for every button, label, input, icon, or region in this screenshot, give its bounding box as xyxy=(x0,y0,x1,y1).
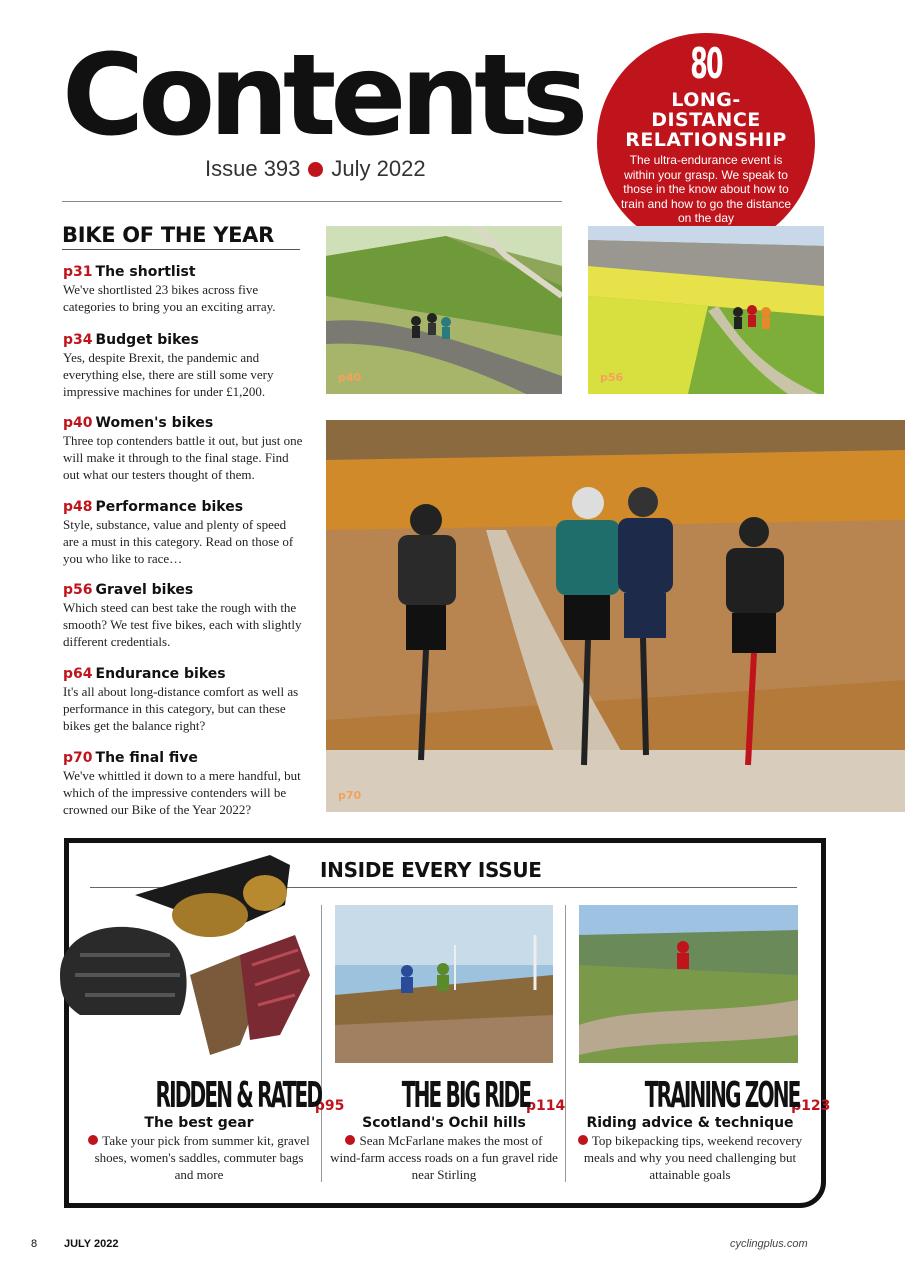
bullet-dot-icon xyxy=(308,162,323,177)
feature-headline-line-2: DISTANCE xyxy=(651,109,761,131)
inside-heading: INSIDE EVERY ISSUE xyxy=(320,858,542,882)
title-divider xyxy=(62,201,562,202)
entry-title: Budget bikes xyxy=(95,332,199,348)
feature-subtitle: Scotland's Ochil hills xyxy=(362,1115,526,1131)
feature-page: p123 xyxy=(791,1098,831,1114)
entry-description: We've whittled it down to a mere handful, but which of the impressive contenders will be crowned our Bike of the Year 2022? xyxy=(63,768,301,817)
photo-image xyxy=(588,226,824,394)
feature-blurb: The ultra-endurance event is within your grasp. We speak to those in the know about how to train and how to go the distance on the day xyxy=(620,153,792,225)
issue-date: July 2022 xyxy=(331,156,426,181)
contents-entry[interactable] xyxy=(63,263,303,315)
photo-final-five[interactable] xyxy=(326,420,905,812)
contents-entry[interactable] xyxy=(63,414,303,483)
bullet-dot-icon xyxy=(88,1135,98,1145)
footer-website[interactable]: cyclingplus.com xyxy=(730,1238,808,1250)
issue-line xyxy=(205,156,426,182)
feature-description: Top bikepacking tips, weekend recovery meals and why you need challenging but attainable goals xyxy=(583,1133,803,1182)
photo-page-label: p40 xyxy=(338,371,362,384)
entry-page: p56 xyxy=(63,582,93,598)
photo-image xyxy=(326,420,905,812)
column-divider xyxy=(565,905,566,1182)
entry-page: p48 xyxy=(63,499,93,515)
entry-title: Women's bikes xyxy=(95,415,214,431)
feature-ridden-rated[interactable] xyxy=(84,1075,345,1183)
entry-page: p40 xyxy=(63,415,93,431)
photo-training-zone[interactable] xyxy=(579,905,798,1063)
feature-circle[interactable] xyxy=(597,33,815,251)
entry-description: Three top contenders battle it out, but just one will make it through to the final stage. Find out what our testers thought of them. xyxy=(63,433,303,482)
photo-image xyxy=(326,226,562,394)
feature-page: p114 xyxy=(525,1098,566,1114)
entry-description: We've shortlisted 23 bikes across five categories to bring you an exciting array. xyxy=(63,282,276,314)
entry-description: Yes, despite Brexit, the pandemic and everything else, there are still some very impressive machines for under £1,200. xyxy=(63,350,274,399)
gear-image xyxy=(40,845,320,1060)
entry-description: Style, substance, value and plenty of speed are a must in this category. Read on those of you who like to race… xyxy=(63,517,294,566)
photo-image xyxy=(335,905,553,1063)
contents-entry[interactable] xyxy=(63,581,303,650)
feature-headline-line-3: RELATIONSHIP xyxy=(625,129,787,151)
feature-headline-line-1: LONG- xyxy=(671,89,741,111)
entry-title: Gravel bikes xyxy=(95,582,194,598)
feature-title: THE BIG RIDE xyxy=(401,1075,530,1116)
feature-subtitle: Riding advice & technique xyxy=(586,1115,794,1131)
bullet-dot-icon xyxy=(345,1135,355,1145)
contents-entry[interactable] xyxy=(63,331,303,400)
contents-entry[interactable] xyxy=(63,498,303,567)
column-divider xyxy=(321,905,322,1182)
gear-illustration xyxy=(40,845,320,1060)
entry-description: Which steed can best take the rough with the smooth? We test five bikes, each with slightly different credentials. xyxy=(63,600,302,649)
feature-training-zone[interactable] xyxy=(575,1075,831,1183)
footer-page-number: 8 xyxy=(31,1238,38,1250)
feature-subtitle: The best gear xyxy=(144,1115,254,1131)
feature-page: p95 xyxy=(314,1098,345,1114)
feature-title: RIDDEN & RATED xyxy=(155,1075,321,1116)
photo-big-ride[interactable] xyxy=(335,905,553,1063)
photo-page-label: p70 xyxy=(338,789,362,802)
entry-page: p31 xyxy=(63,264,93,280)
entry-page: p70 xyxy=(63,750,93,766)
entry-description: It's all about long-distance comfort as well as performance in this category, but can these bikes get the balance right? xyxy=(63,684,299,733)
feature-page-number: 80 xyxy=(690,39,722,88)
photo-image xyxy=(579,905,798,1063)
entry-page: p34 xyxy=(63,332,93,348)
photo-page-label: p56 xyxy=(600,371,624,384)
entry-title: Endurance bikes xyxy=(95,666,226,682)
feature-description: Sean McFarlane makes the most of wind-farm access roads on a fun gravel ride near Stirling xyxy=(330,1133,558,1182)
section-heading: BIKE OF THE YEAR xyxy=(62,223,300,250)
issue-number: Issue 393 xyxy=(205,156,301,181)
bullet-dot-icon xyxy=(578,1135,588,1145)
entry-title: The final five xyxy=(95,750,198,766)
feature-big-ride[interactable] xyxy=(330,1075,566,1183)
contents-entry[interactable] xyxy=(63,665,303,734)
contents-entry[interactable] xyxy=(63,749,303,818)
photo-womens-bikes[interactable] xyxy=(326,226,562,394)
photo-gravel-bikes[interactable] xyxy=(588,226,824,394)
page-title: Contents xyxy=(62,31,583,161)
entry-page: p64 xyxy=(63,666,93,682)
entry-title: Performance bikes xyxy=(95,499,244,515)
feature-title: TRAINING ZONE xyxy=(644,1075,800,1116)
feature-headline xyxy=(597,90,815,150)
feature-description: Take your pick from summer kit, gravel shoes, women's saddles, commuter bags and more xyxy=(94,1133,310,1182)
entry-title: The shortlist xyxy=(95,264,196,280)
footer-issue-date: JULY 2022 xyxy=(64,1238,119,1250)
